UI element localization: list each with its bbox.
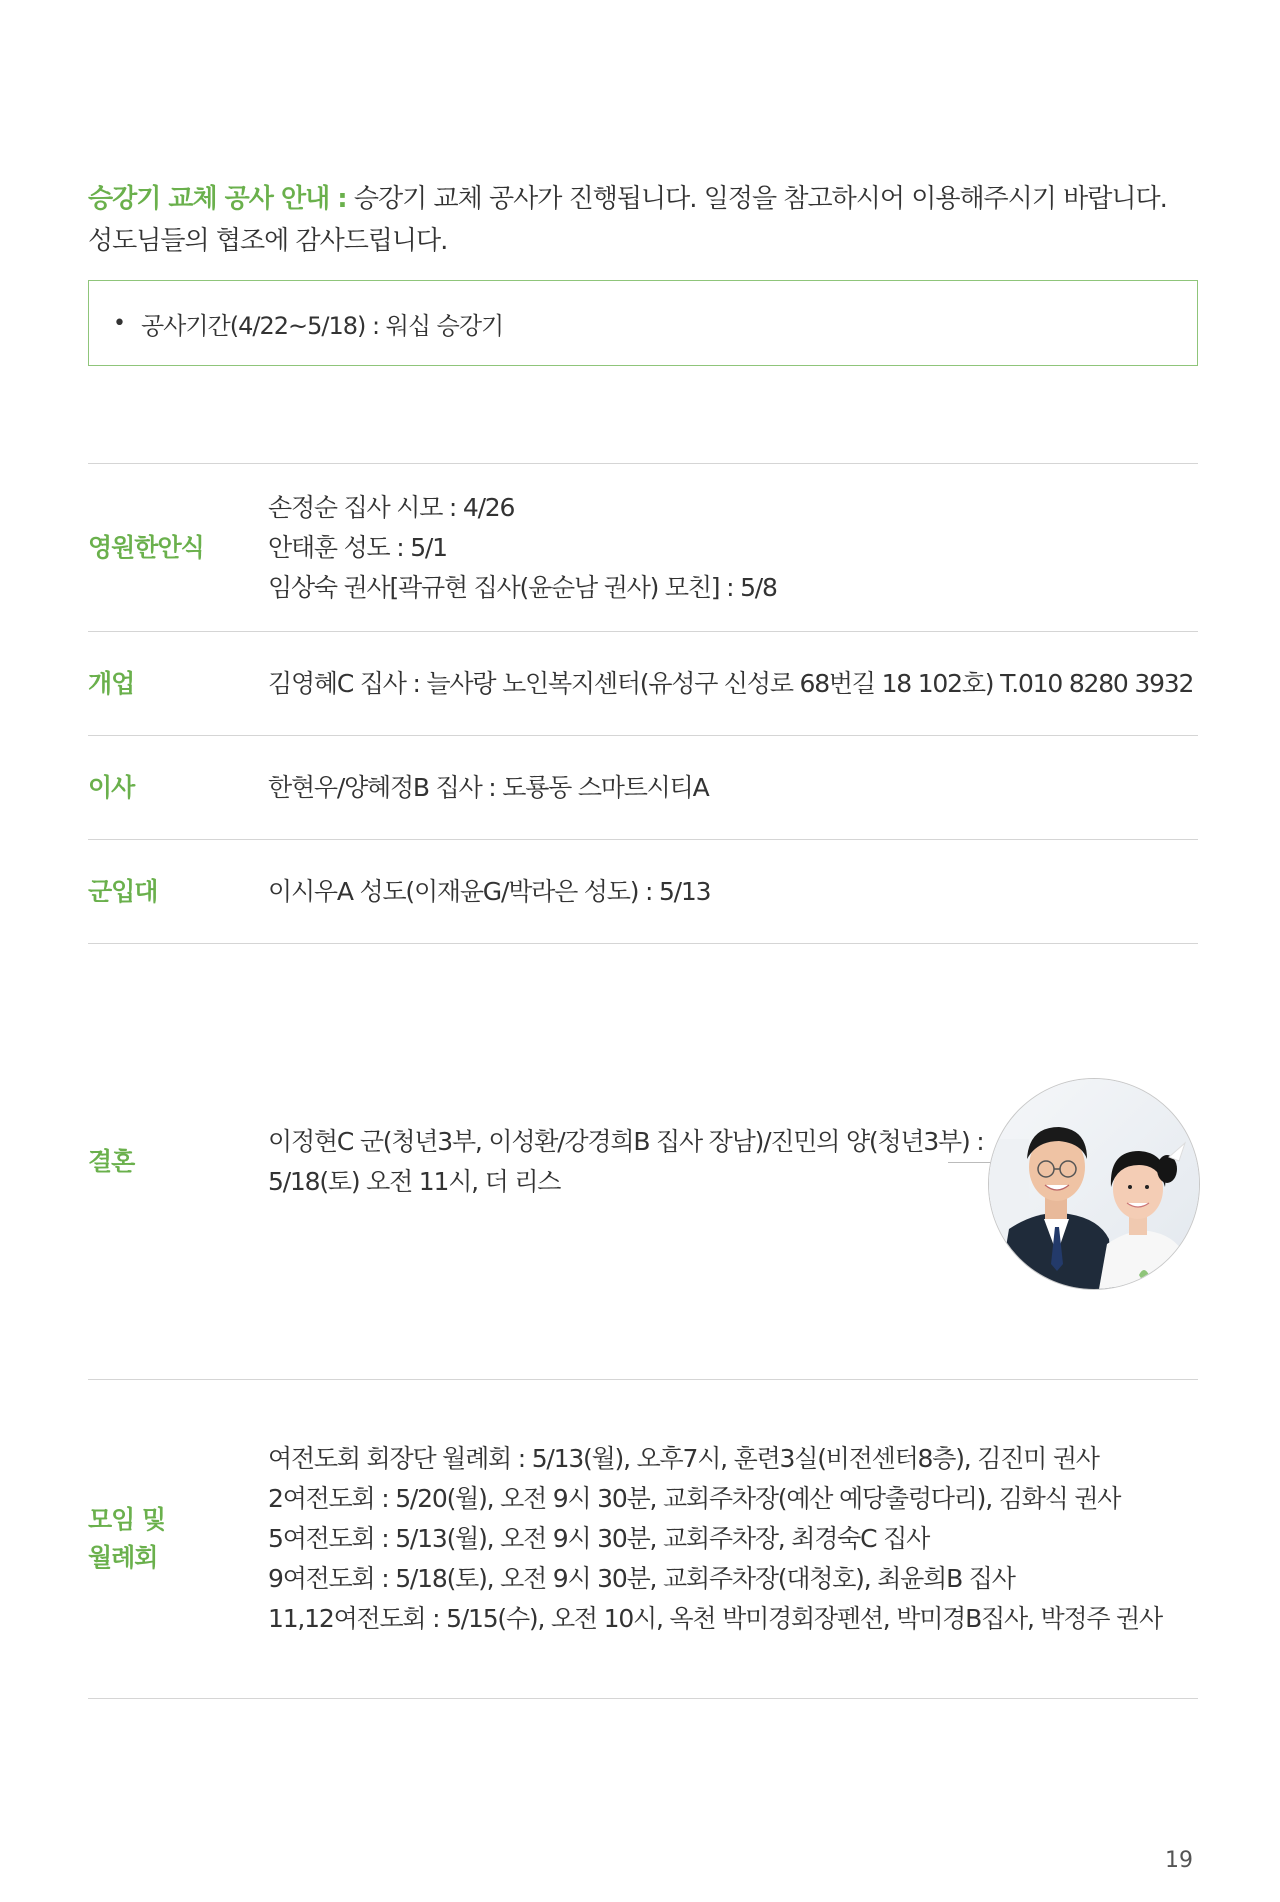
row-label [88,1501,268,1577]
news-table [88,463,1198,1699]
row-moving [88,735,1198,839]
list-item: 임상숙 권사[곽규현 집사(윤순남 권사) 모친] : 5/8 [268,572,777,602]
list-item: 김영혜C 집사 : 늘사랑 노인복지센터(유성구 신성로 68번길 18 102호) T.010 8280 3932 [268,668,1194,698]
list-item: 이시우A 성도(이재윤G/박라은 성도) : 5/13 [268,876,711,906]
couple-photo [988,1078,1200,1290]
row-label-line: 모임 및 [88,1505,166,1534]
notice-box [88,280,1198,366]
list-item: 안태훈 성도 : 5/1 [268,532,447,562]
list-item: 2여전도회 : 5/20(월), 오전 9시 30분, 교회주차장(예산 예당출렁다리), 김화식 권사 [268,1484,1121,1513]
row-label: 군입대 [88,876,158,906]
row-military [88,839,1198,943]
row-meetings [88,1379,1198,1699]
row-wedding [88,943,1198,1379]
notice-text: 승강기 교체 공사가 진행됩니다. 일정을 참고하시어 이용해주시기 바랍니다. [346,184,1167,214]
bullet-icon: • [113,310,125,336]
list-item: 이정현C 군(청년3부, 이성환/강경희B 집사 장남)/진민의 양(청년3부) : [268,1126,984,1156]
row-content [268,664,1198,704]
construction-period: 공사기간(4/22~5/18) : 워십 승강기 [140,311,504,340]
list-item: 11,12여전도회 : 5/15(수), 오전 10시, 옥천 박미경회장펜션, 박미경B집사, 박정주 권사 [268,1604,1162,1633]
list-item: 5여전도회 : 5/13(월), 오전 9시 30분, 교회주차장, 최경숙C 집사 [268,1524,930,1553]
row-content [268,1439,1198,1639]
list-item: 5/18(토) 오전 11시, 더 리스 [268,1166,561,1196]
notice-paragraph [88,178,1208,262]
notice-heading: 승강기 교체 공사 안내 : [88,184,347,214]
row-label-line: 월례회 [88,1543,158,1572]
couple-photo-image [989,1079,1199,1289]
list-item: 손정순 집사 시모 : 4/26 [268,492,515,522]
list-item: 9여전도회 : 5/18(토), 오전 9시 30분, 교회주차장(대청호), 최윤희B 집사 [268,1564,1015,1593]
page-number: 19 [1165,1848,1193,1873]
row-label: 이사 [88,772,135,802]
row-label: 결혼 [88,1146,135,1176]
row-content [268,488,1198,608]
notice-text-2: 성도님들의 협조에 감사드립니다. [88,226,448,256]
row-opening [88,631,1198,735]
list-item: 여전도회 회장단 월례회 : 5/13(월), 오후7시, 훈련3실(비전센터8층), 김진미 권사 [268,1444,1099,1473]
row-label: 영원한안식 [88,532,204,562]
row-label: 개업 [88,668,135,698]
row-content [268,872,1198,912]
list-item: 한현우/양혜정B 집사 : 도룡동 스마트시티A [268,772,709,802]
row-condolence [88,463,1198,631]
row-content [268,768,1198,808]
